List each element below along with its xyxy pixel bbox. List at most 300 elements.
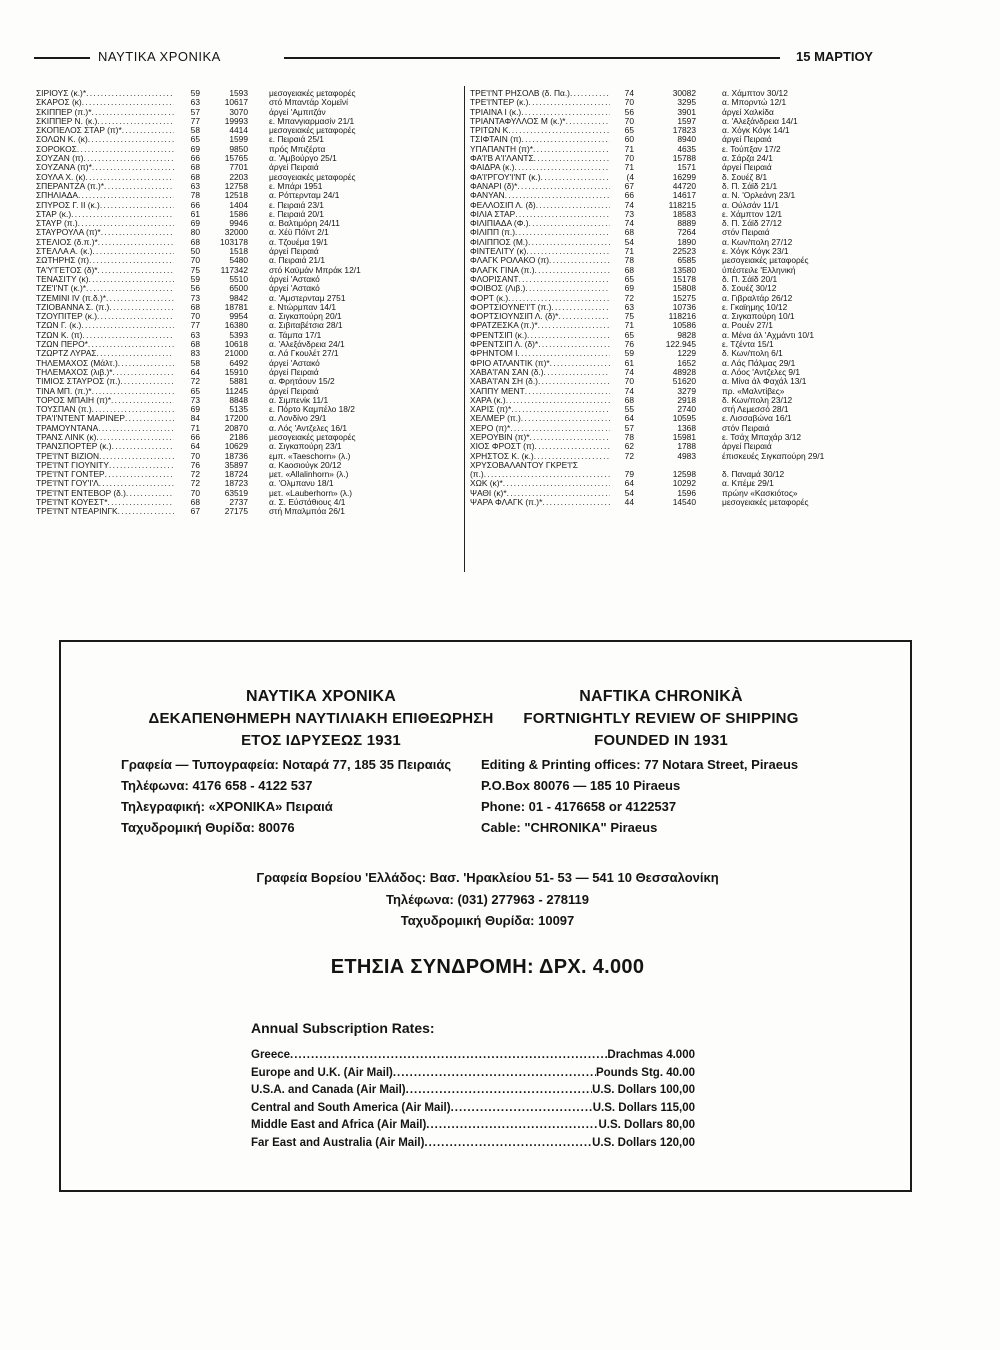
ship-name-text: ΦΡΙΟ ΑΤΛΑΝΤΙΚ (π)* (470, 358, 550, 368)
ship-age: 71 (624, 320, 634, 331)
ship-name (470, 228, 610, 237)
ship-row (36, 219, 460, 228)
ship-name-text: ΧΕΛΜΕΡ (π.) (470, 414, 521, 424)
ship-status: πρώην «Κασκιότος» (722, 487, 798, 498)
leader-dots (99, 479, 174, 488)
ship-age: 78 (190, 190, 200, 201)
ship-age: 65 (624, 329, 634, 340)
ship-status: ε. Πειραιά 23/1 (269, 199, 324, 210)
ship-status: μεσογειακές μεταφορές (269, 125, 356, 136)
ship-tonnage: 63519 (224, 487, 248, 498)
ship-age: 68 (624, 394, 634, 405)
greek-offices: Γραφεία — Τυπογραφεία: Νοταρά 77, 185 35 Πειραιάς (121, 757, 452, 772)
ship-name (36, 331, 174, 340)
ship-name (470, 461, 610, 470)
ship-status: δ. Σουέζ 30/12 (722, 283, 777, 294)
northern-greece-offices (61, 867, 914, 932)
ship-name-text: ΣΟΥΛΑ Χ. (κ) (36, 172, 86, 182)
ship-row (36, 377, 460, 386)
ship-name-text: ΤΡΑ'Ι'ΝΤΕΝΤ ΜΑΡΙΝΕΡ (36, 414, 125, 424)
leader-dots (96, 349, 174, 358)
ship-name-text: ΤΡΕ'Ι'ΝΤ ΡΗΣΟΛΒ (δ. Πα.) (470, 89, 570, 98)
leader-dots (517, 182, 610, 191)
ship-tonnage: 10617 (224, 97, 248, 108)
ship-name (470, 303, 610, 312)
ship-status: α. Μπορντώ 12/1 (722, 97, 787, 108)
ship-name (36, 470, 174, 479)
ship-status: μεσογειακές μεταφορές (722, 497, 809, 508)
ship-row (36, 461, 460, 470)
ship-tonnage: 1229 (677, 348, 696, 359)
annual-rates-title: Annual Subscription Rates: (251, 1020, 435, 1036)
leader-dots (393, 1065, 596, 1083)
greek-pobox: Ταχυδρομική Θυρίδα: 80076 (121, 820, 295, 835)
ship-tonnage: 2203 (229, 171, 248, 182)
leader-dots (525, 387, 610, 396)
ship-tonnage: 8940 (677, 134, 696, 145)
ship-name (470, 470, 610, 479)
ship-name-text: ΦΙΝΤΕΛΙΤΥ (κ) (470, 247, 527, 257)
ship-tonnage: 15178 (672, 273, 696, 284)
ship-name-text: ΣΤΑΥΡ (π.) (36, 219, 78, 229)
ship-name (470, 154, 610, 163)
leader-dots (528, 98, 610, 107)
ship-name (470, 108, 610, 117)
ship-name (470, 256, 610, 265)
ship-name (470, 452, 610, 461)
rate-region: Central and South America (Air Mail) (251, 1101, 451, 1114)
ship-age: 68 (190, 171, 200, 182)
leader-dots (508, 126, 610, 135)
leader-dots (517, 349, 610, 358)
ship-name (470, 219, 610, 228)
ship-row (36, 405, 460, 414)
ship-name-text: ΤΡΕ'Ι'ΝΤ ΓΙΟΥΝΙΤΥ (36, 460, 109, 470)
ship-name-text: ΣΚΟΠΕΛΟΣ ΣΤΑΡ (π)* (36, 126, 122, 136)
ship-tonnage: 6492 (229, 357, 248, 368)
ship-name (36, 396, 174, 405)
leader-dots (542, 498, 610, 507)
ship-list-right (470, 89, 900, 507)
ship-age: 69 (190, 143, 200, 154)
ship-name-text: ΤΟΥΣΠΑΝ (π.) (36, 405, 92, 415)
leader-dots (98, 266, 174, 275)
ship-name (36, 182, 174, 191)
ship-age: (4 (626, 171, 634, 182)
leader-dots (426, 1117, 598, 1135)
ship-name (470, 98, 610, 107)
ship-name (36, 312, 174, 321)
greek-founded: ΕΤΟΣ ΙΔΡΥΣΕΩΣ 1931 (241, 732, 401, 749)
leader-dots (570, 89, 610, 98)
ship-name-text: ΦΡΕΝΤΣΙΠ (κ.) (470, 330, 527, 340)
ship-tonnage: 6500 (229, 283, 248, 294)
leader-dots (544, 368, 610, 377)
leader-dots (77, 145, 174, 154)
rate-price: U.S. Dollars 80,00 (598, 1119, 695, 1131)
ship-row (36, 173, 460, 182)
ship-status: α. Κων/πολη 27/12 (722, 236, 793, 247)
leader-dots (484, 470, 610, 479)
ship-name-text: ΣΠΕΡΑΝΤΖΑ (π.)* (36, 181, 105, 191)
leader-dots (71, 210, 174, 219)
ship-age: 79 (624, 469, 634, 480)
ship-age: 55 (624, 404, 634, 415)
leader-dots (525, 284, 610, 293)
ship-age: 63 (624, 301, 634, 312)
ship-name-text: ΤΡΕ'Ι'ΝΤ ΚΟΥΕΣΤ* (36, 498, 108, 508)
ship-name (36, 405, 174, 414)
ship-name-text: ΤΖΙΟΒΑΝΝΑ Σ. (π.) (36, 302, 110, 312)
ship-tonnage: 4414 (229, 125, 248, 136)
ship-name (36, 275, 174, 284)
leader-dots (104, 182, 174, 191)
ship-list-left (36, 89, 460, 517)
leader-dots (551, 303, 610, 312)
ship-status: δ. Π. Σάϊδ 21/1 (722, 180, 778, 191)
ship-name-text: ΣΠΗΛΙΑΔΑ (36, 191, 78, 201)
leader-dots (109, 461, 174, 470)
ship-name-text: ΦΑΝΑΡΙ (δ)* (470, 181, 518, 191)
ship-status: α. Ρουέν 27/1 (722, 320, 773, 331)
leader-dots (534, 452, 610, 461)
ship-tonnage: 122.945 (665, 339, 696, 350)
ship-status: α. Λονδίνο 29/1 (269, 413, 327, 424)
ship-row (470, 498, 900, 507)
ship-name (470, 433, 610, 442)
ship-age: 56 (190, 283, 200, 294)
ship-name-text: ΣΠΥΡΟΣ Γ. II (κ.) (36, 200, 100, 210)
ship-status: στόν Πειραιά (722, 227, 770, 238)
ship-status: α. Σ. Εύστάθιους 4/1 (269, 497, 346, 508)
leader-dots (549, 256, 610, 265)
english-cable: Cable: "CHRONIKA" Piraeus (481, 820, 658, 835)
ship-age: 70 (190, 450, 200, 461)
ship-tonnage: 1404 (229, 199, 248, 210)
ship-status: άργεί Πειραιά (269, 366, 319, 377)
ship-status: στόν Πειραιά (722, 422, 770, 433)
ship-tonnage: 1571 (677, 162, 696, 173)
ship-name (36, 294, 174, 303)
ship-status: α. Λάς Πάλμας 29/1 (722, 357, 796, 368)
leader-dots (535, 442, 610, 451)
ship-status: ε. Γκαϊημης 10/12 (722, 301, 788, 312)
ship-name-text: ΣΟΡΟΚΟΣ (36, 144, 77, 154)
ship-tonnage: 5393 (229, 329, 248, 340)
ship-tonnage: 118216 (668, 311, 696, 322)
ship-name-text: ΦΙΛΙΑ ΣΤΑΡ (470, 209, 516, 219)
ship-age: 80 (190, 227, 200, 238)
ship-age: 64 (190, 366, 200, 377)
ship-tonnage: 9850 (229, 143, 248, 154)
ship-age: 68 (190, 339, 200, 350)
ship-status: στό Καϋμάν Μπράκ 12/1 (269, 264, 361, 275)
ship-name (470, 479, 610, 488)
leader-dots (81, 321, 174, 330)
ship-name-text: ΤΡΕ'Ι'ΝΤ ΝΤΕΑΡΙΝΓΚ (36, 507, 118, 517)
ship-name-text: ΧΑΡΙΣ (π)* (470, 405, 512, 415)
greek-info (121, 686, 494, 838)
ship-name (36, 98, 174, 107)
ship-tonnage: 15765 (224, 153, 248, 164)
ship-age: 69 (624, 283, 634, 294)
ship-tonnage: 13580 (672, 264, 696, 275)
ship-name-text: ΤΡΕ'Ι'ΝΤ ΕΝΤΕΒΟΡ (δ.) (36, 488, 126, 498)
ship-tonnage: 10736 (672, 301, 696, 312)
leader-dots (538, 377, 610, 386)
ship-name (470, 349, 610, 358)
ship-tonnage: 1597 (677, 115, 696, 126)
leader-dots (508, 294, 610, 303)
ship-status: ε. Τζέντα 15/1 (722, 339, 774, 350)
ship-name (36, 89, 174, 98)
greek-telegraph: Τηλεγραφική: «ΧΡΟΝΙΚΑ» Πειραιά (121, 799, 333, 814)
ship-name (36, 117, 174, 126)
ship-tonnage: 35897 (224, 459, 248, 470)
ship-tonnage: 1599 (229, 134, 248, 145)
ship-name (36, 442, 174, 451)
ship-name (470, 498, 610, 507)
ship-status: α. Φρητάουν 15/2 (269, 376, 335, 387)
ship-status: άργεί Πειραιά (722, 134, 772, 145)
ship-name-text: ΤΖΩΝ Κ. (π) (36, 330, 83, 340)
ship-tonnage: 118215 (668, 199, 696, 210)
ship-name (36, 108, 174, 117)
ship-tonnage: 9946 (229, 218, 248, 229)
ship-row (36, 396, 460, 405)
ship-tonnage: 10629 (224, 441, 248, 452)
leader-dots (506, 396, 610, 405)
ship-name (36, 433, 174, 442)
leader-dots (109, 303, 174, 312)
header-rule-right (284, 57, 780, 59)
ship-tonnage: 1518 (229, 246, 248, 257)
ship-tonnage: 7264 (677, 227, 696, 238)
leader-dots (82, 331, 174, 340)
ship-tonnage: 18781 (224, 301, 248, 312)
ship-status: α. Σιμπενίκ 11/1 (269, 394, 329, 405)
leader-dots (528, 238, 610, 247)
ship-tonnage: 17200 (224, 413, 248, 424)
ship-age: 72 (190, 478, 200, 489)
leader-dots (106, 294, 174, 303)
ship-tonnage: 12758 (224, 180, 248, 191)
ship-name (36, 321, 174, 330)
ship-name (470, 210, 610, 219)
ship-status: μετ. «Allalinhorn» (λ.) (269, 469, 349, 480)
ship-tonnage: 20870 (224, 422, 248, 433)
ship-tonnage: 6585 (677, 255, 696, 266)
ship-tonnage: 18723 (224, 478, 248, 489)
ship-status: α. Μίνα άλ Φαχάλ 13/1 (722, 376, 807, 387)
ship-name-text: ΤΡΕ'Ι'ΝΤΕΡ (κ.) (470, 98, 529, 108)
ship-name-text: ΤΖΩΝ Γ. (κ.) (36, 321, 82, 331)
ship-name (470, 331, 610, 340)
leader-dots (101, 228, 174, 237)
ship-age: 74 (624, 218, 634, 229)
ship-status: πρ. «Μαλντίβες» (722, 385, 785, 396)
ship-tonnage: 15910 (224, 366, 248, 377)
ship-age: 67 (190, 506, 200, 517)
ship-status: α. Σιγκαπούρη 23/1 (269, 441, 342, 452)
leader-dots (118, 507, 174, 516)
ship-tonnage: 10292 (672, 478, 696, 489)
greek-title: ΝΑΥΤΙΚΑ ΧΡΟΝΙΚΑ (246, 688, 396, 705)
ship-status: άργεί Πειραιά (269, 385, 319, 396)
ship-name (470, 247, 610, 256)
leader-dots (515, 228, 610, 237)
leader-dots (507, 489, 610, 498)
ship-name (470, 173, 610, 182)
ship-status: άργεί Πειραιά (722, 162, 772, 173)
ship-tonnage: 14540 (672, 497, 696, 508)
ship-name (36, 219, 174, 228)
ship-age: 71 (624, 162, 634, 173)
ship-tonnage: 15275 (672, 292, 696, 303)
ship-name-text: ΤΡΑΜΟΥΝΤΑΝΑ (36, 423, 99, 433)
ship-tonnage: 9842 (229, 292, 248, 303)
ship-name (470, 312, 610, 321)
ship-name (470, 368, 610, 377)
ship-age: 70 (624, 97, 634, 108)
ship-age: 61 (190, 208, 200, 219)
rate-region: U.S.A. and Canada (Air Mail) (251, 1084, 406, 1096)
ship-status: μεσογειακές μεταφορές (269, 171, 356, 182)
ship-status: ε. Λισσαβώνα 16/1 (722, 413, 792, 424)
ship-status: στή Λεμεσσό 28/1 (722, 404, 789, 415)
ship-tonnage: 16380 (224, 320, 248, 331)
leader-dots (566, 117, 610, 126)
leader-dots (290, 1047, 607, 1065)
ship-name (36, 452, 174, 461)
ship-name (36, 191, 174, 200)
ship-row (36, 284, 460, 293)
ship-row (36, 182, 460, 191)
ship-name-text: ΣΚΑΡΟΣ (κ) (36, 98, 82, 108)
ship-name-text: ΤΡΕ'Ι'ΝΤ ΓΟΥ'Ι'Λ (36, 479, 99, 489)
ship-tonnage: 16299 (672, 171, 696, 182)
english-phone: Phone: 01 - 4176658 or 4122537 (481, 799, 677, 814)
ship-name (36, 201, 174, 210)
ship-age: 70 (624, 376, 634, 387)
leader-dots (538, 340, 610, 349)
ship-name (36, 479, 174, 488)
ship-name-text: ΣΤΑΥΡΟΥΛΑ (π)* (36, 228, 101, 238)
ship-name-text: ΦΑ'Ι'Β Α'Ι'ΛΑΝΤΣ (470, 154, 534, 164)
ship-tonnage: 51620 (672, 376, 696, 387)
ship-name (470, 89, 610, 98)
ship-tonnage: 7701 (229, 162, 248, 173)
ship-row (36, 163, 460, 172)
ship-age: 74 (624, 366, 634, 377)
ship-name-text: ΦΙΛΙΠΠΟΣ (Μ.) (470, 237, 528, 247)
rate-row (251, 1117, 695, 1135)
leader-dots (521, 414, 610, 423)
ship-name-text: ΤΡΙΑΝΤΑΦΥΛΛΟΣ Μ (κ.)* (470, 116, 566, 126)
ship-name (36, 247, 174, 256)
ship-name (470, 321, 610, 330)
ship-name-text: ΤΖΩΝ ΠΕΡΟ* (36, 340, 88, 350)
ship-tonnage: 1788 (677, 441, 696, 452)
english-info (481, 686, 861, 838)
ship-status: α. Λόος 'Αντζελες 9/1 (722, 366, 801, 377)
ship-status: α. 'Αλεξάνδρεια 24/1 (269, 339, 345, 350)
ship-row (36, 266, 460, 275)
leader-dots (120, 377, 174, 386)
leader-dots (78, 219, 174, 228)
ship-age: 75 (190, 264, 200, 275)
ship-name (36, 424, 174, 433)
rate-row (251, 1100, 695, 1118)
ship-name (36, 368, 174, 377)
ship-row (36, 247, 460, 256)
ship-age: 50 (190, 246, 200, 257)
ship-name-text: ΦΛΟΡΙΣΑΝΤ (470, 274, 519, 284)
ship-status: ε. Μπανγιαρμασίν 21/1 (269, 115, 355, 126)
ship-name (470, 284, 610, 293)
ship-status: ε. Τούπξαν 17/2 (722, 143, 781, 154)
ship-tonnage: 2186 (229, 431, 248, 442)
ship-tonnage: 44720 (672, 180, 696, 191)
leader-dots (521, 108, 610, 117)
ship-tonnage: 11245 (225, 385, 248, 396)
ship-name-text: ΧΕΡΟ (π)* (470, 423, 511, 433)
ship-status: α. Ν. 'Ορλεάνη 23/1 (722, 190, 796, 201)
ship-name (36, 173, 174, 182)
ship-status: α. Σιγκαπούρη 10/1 (722, 311, 795, 322)
leader-dots (86, 89, 174, 98)
ship-age: 61 (624, 357, 634, 368)
ship-name-text: ΤΣΙΦΤΑΙΝ (π) (470, 135, 522, 145)
ship-status: ε. Πειραιά 20/1 (269, 208, 324, 219)
ship-name-text: ΤΗΛΕΜΑΧΟΣ (Μάλτ.) (36, 358, 118, 368)
ship-name (470, 117, 610, 126)
leader-dots (89, 256, 174, 265)
column-divider (464, 86, 465, 572)
ship-name-text: ΤΖΩΡΤΖ ΛΥΡΑΣ (36, 349, 97, 359)
ship-row (36, 359, 460, 368)
ship-age: 68 (190, 497, 200, 508)
ship-name (470, 238, 610, 247)
leader-dots (424, 1135, 592, 1153)
english-title: NAFTIKA CHRONIKÀ (579, 688, 743, 705)
leader-dots (511, 405, 610, 414)
ship-status: άργεί Πειραιά (722, 441, 772, 452)
ship-name-text: (π.) (470, 470, 484, 480)
leader-dots (535, 266, 610, 275)
ship-name-text: ΧΡΗΣΤΟΣ Κ. (κ.) (470, 451, 534, 461)
ship-status: άργεί 'Αστακό (269, 357, 320, 368)
rate-price: U.S. Dollars 100,00 (592, 1084, 695, 1096)
leader-dots (92, 405, 174, 414)
ship-age: 71 (190, 422, 200, 433)
ship-tonnage: 17823 (672, 125, 696, 136)
ship-age: 72 (624, 450, 634, 461)
ship-age: 62 (624, 441, 634, 452)
ship-age: 74 (624, 199, 634, 210)
ship-name (470, 489, 610, 498)
ship-tonnage: 12598 (672, 469, 696, 480)
ship-row (470, 452, 900, 461)
ship-name-text: ΤΡΕ'Ι'ΝΤ ΒΙΖΙΟΝ (36, 451, 100, 461)
rate-price: U.S. Dollars 115,00 (592, 1101, 695, 1114)
ship-age: 66 (624, 190, 634, 201)
greek-subtitle: ΔΕΚΑΠΕΝΘΗΜΕΡΗ ΝΑΥΤΙΛΙΑΚΗ ΕΠΙΘΕΩΡΗΣΗ (148, 710, 494, 727)
ship-name (470, 163, 610, 172)
leader-dots (86, 284, 174, 293)
ship-status: α. Χάμπτον 30/12 (722, 88, 788, 98)
ship-name-text: ΤΖΕΜΙΝΙ IV (π.δ.)* (36, 293, 106, 303)
